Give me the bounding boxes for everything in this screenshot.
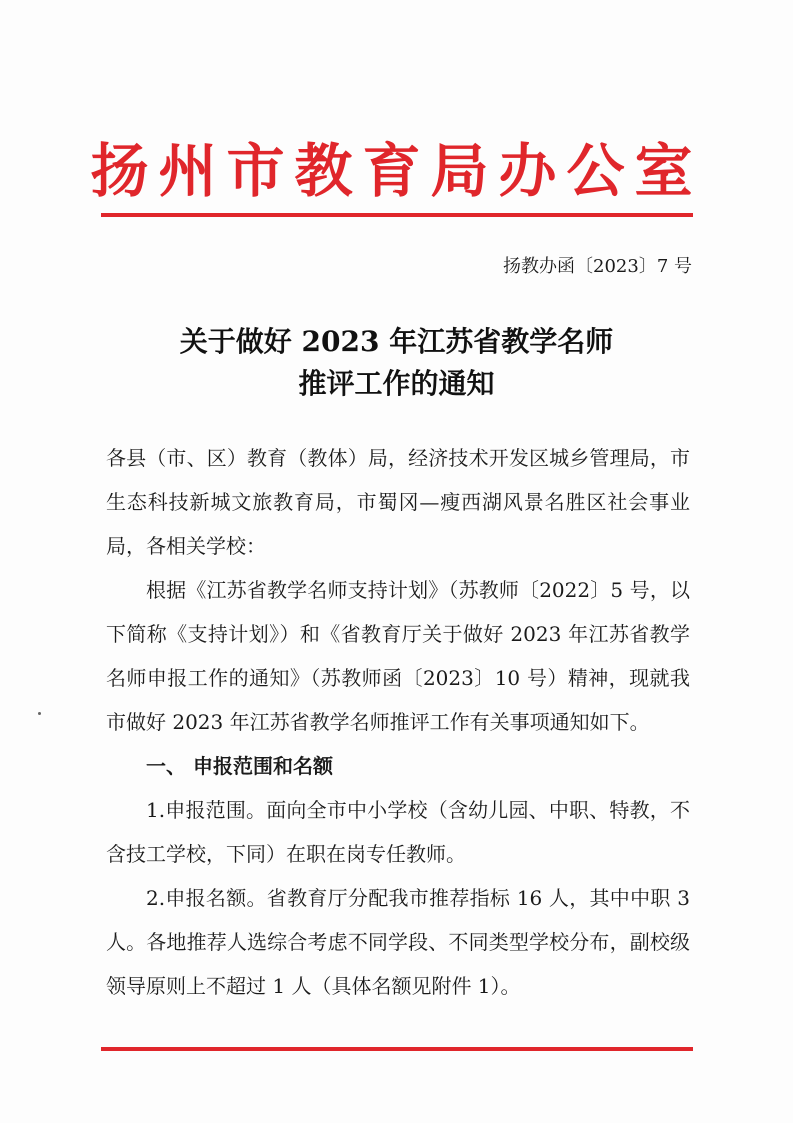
header-red-rule xyxy=(101,213,693,217)
list-item: 1.申报范围。面向全市中小学校（含幼儿园、中职、特教，不含技工学校，下同）在职在岗专任教师。 xyxy=(106,798,690,866)
section-heading: 一、 申报范围和名额 xyxy=(146,754,333,778)
recipients-paragraph: 各县（市、区）教育（教体）局，经济技术开发区城乡管理局，市生态科技新城文旅教育局，市蜀冈—瘦西湖风景名胜区社会事业局，各相关学校： xyxy=(106,446,690,558)
document-title-line-2: 推评工作的通知 xyxy=(298,367,495,400)
document-number: 扬教办函〔2023〕7 号 xyxy=(503,256,692,277)
intro-paragraph: 根据《江苏省教学名师支持计划》（苏教师〔2022〕5 号，以下简称《支持计划》）和《省教育厅关于做好 2023 年江苏省教学名师申报工作的通知》（苏教师函〔2023〕10 号）精神，现就我市做好 2023 年江苏省教学名师推评工作有关事项通知如下。 xyxy=(106,578,690,734)
list-item: 2.申报名额。省教育厅分配我市推荐指标 16 人，其中中职 3 人。各地推荐人选综合考虑不同学段、不同类型学校分布，副校级领导原则上不超过 1 人（具体名额见附件 1）。 xyxy=(106,886,690,998)
document-title-line-1: 关于做好 2023 年江苏省教学名师 xyxy=(179,325,614,358)
scan-speck xyxy=(38,712,41,715)
footer-red-rule xyxy=(101,1047,693,1051)
document-body xyxy=(106,436,690,1008)
issuing-office-header: 扬州市教育局办公室 xyxy=(90,137,703,205)
